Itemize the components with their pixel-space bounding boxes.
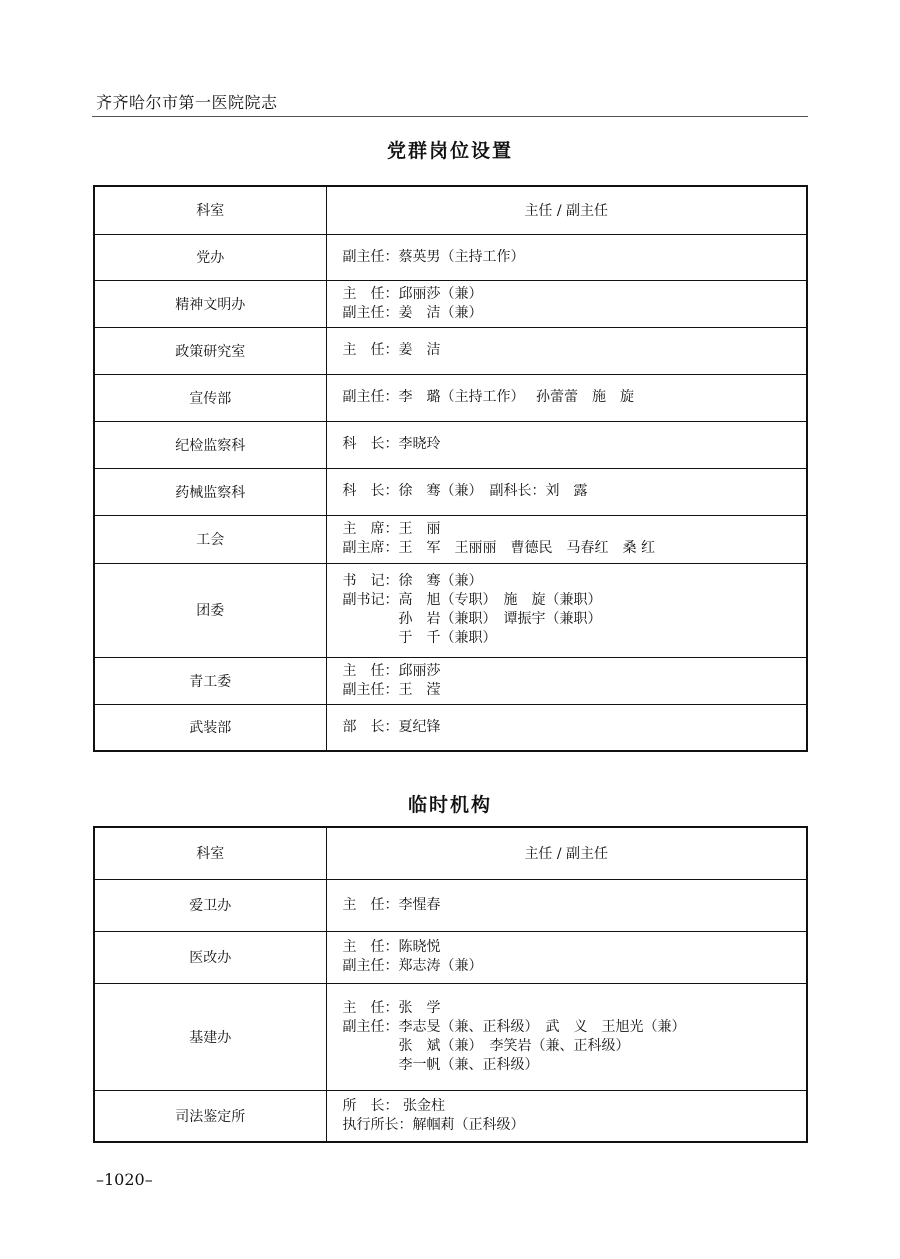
running-head: 齐齐哈尔市第一医院院志 bbox=[96, 93, 278, 112]
staff-cell bbox=[326, 280, 807, 327]
department-name: 青工委 bbox=[94, 657, 326, 704]
staff-cell bbox=[326, 983, 807, 1090]
staff-line: 副主任：姜 洁（兼） bbox=[342, 304, 483, 321]
staff-cell bbox=[326, 1090, 807, 1142]
staff-line: 副主任：蔡英男（主持工作） bbox=[342, 248, 525, 265]
department-name: 政策研究室 bbox=[94, 327, 326, 374]
department-name: 药械监察科 bbox=[94, 468, 326, 515]
staff-line: 科 长：李晓玲 bbox=[342, 436, 441, 452]
section-title-temporary: 临时机构 bbox=[407, 794, 492, 816]
table-row bbox=[94, 983, 807, 1090]
table-row bbox=[94, 280, 807, 327]
staff-line: 副书记：高 旭（专职） 施 旋（兼职） bbox=[342, 592, 602, 608]
department-name: 基建办 bbox=[94, 983, 326, 1090]
temporary-bodies-table bbox=[93, 826, 808, 1143]
staff-cell bbox=[326, 704, 807, 751]
staff-line: 主 任：邱丽莎 bbox=[342, 662, 441, 679]
staff-cell bbox=[326, 468, 807, 515]
staff-cell bbox=[326, 879, 807, 931]
page-number: –1020– bbox=[96, 1170, 153, 1189]
staff-cell bbox=[326, 234, 807, 280]
staff-line: 副主席：王 军 王丽丽 曹德民 马春红 桑 红 bbox=[342, 540, 655, 556]
staff-line: 主 任：姜 洁 bbox=[342, 342, 441, 358]
staff-line: 李一帆（兼、正科级） bbox=[342, 1056, 539, 1073]
column-header-staff: 主任 / 副主任 bbox=[326, 827, 807, 879]
section-title-party: 党群岗位设置 bbox=[386, 140, 513, 162]
column-header-dept: 科室 bbox=[94, 186, 326, 234]
table-row bbox=[94, 563, 807, 657]
staff-cell bbox=[326, 327, 807, 374]
staff-line: 副主任：李 璐（主持工作） 孙蕾蕾 施 旋 bbox=[342, 389, 634, 405]
table-header-row bbox=[94, 186, 807, 234]
department-name: 医改办 bbox=[94, 931, 326, 983]
column-header-dept: 科室 bbox=[94, 827, 326, 879]
department-name: 精神文明办 bbox=[94, 280, 326, 327]
column-header-staff: 主任 / 副主任 bbox=[326, 186, 807, 234]
department-name: 司法鉴定所 bbox=[94, 1090, 326, 1142]
table-row bbox=[94, 234, 807, 280]
staff-line: 主 任：李惺春 bbox=[342, 896, 441, 913]
staff-line: 执行所长：解帼莉（正科级） bbox=[342, 1116, 525, 1133]
header-rule bbox=[92, 116, 808, 117]
staff-line: 主 任：张 学 bbox=[342, 999, 441, 1016]
table-row bbox=[94, 374, 807, 421]
staff-line: 张 斌（兼） 李笑岩（兼、正科级） bbox=[342, 1037, 630, 1054]
table-row bbox=[94, 468, 807, 515]
department-name: 爱卫办 bbox=[94, 879, 326, 931]
staff-line: 副主任：李志旻（兼、正科级） 武 义 王旭光（兼） bbox=[342, 1018, 686, 1035]
staff-line: 所 长： 张金柱 bbox=[342, 1097, 445, 1114]
table-row bbox=[94, 327, 807, 374]
staff-cell bbox=[326, 657, 807, 704]
staff-cell bbox=[326, 374, 807, 421]
staff-cell bbox=[326, 515, 807, 563]
department-name: 党办 bbox=[94, 234, 326, 280]
staff-line: 主 任：陈晓悦 bbox=[342, 939, 441, 955]
staff-line: 孙 岩（兼职） 谭振宇（兼职） bbox=[342, 611, 602, 627]
department-name: 宣传部 bbox=[94, 374, 326, 421]
table-row bbox=[94, 879, 807, 931]
staff-cell bbox=[326, 563, 807, 657]
staff-line: 于 千（兼职） bbox=[342, 630, 497, 646]
table-row bbox=[94, 515, 807, 563]
party-positions-table bbox=[93, 185, 808, 752]
table-row bbox=[94, 931, 807, 983]
staff-cell bbox=[326, 931, 807, 983]
table-row bbox=[94, 657, 807, 704]
staff-cell bbox=[326, 421, 807, 468]
staff-line: 主 任：邱丽莎（兼） bbox=[342, 285, 483, 302]
department-name: 纪检监察科 bbox=[94, 421, 326, 468]
department-name: 武装部 bbox=[94, 704, 326, 751]
table-row bbox=[94, 421, 807, 468]
staff-line: 书 记：徐 骞（兼） bbox=[342, 573, 483, 589]
table-row bbox=[94, 704, 807, 751]
department-name: 团委 bbox=[94, 563, 326, 657]
department-name: 工会 bbox=[94, 515, 326, 563]
staff-line: 部 长：夏纪锋 bbox=[342, 718, 441, 735]
table-row bbox=[94, 1090, 807, 1142]
table-header-row bbox=[94, 827, 807, 879]
staff-line: 副主任：王 滢 bbox=[342, 681, 441, 698]
staff-line: 副主任：郑志涛（兼） bbox=[342, 958, 483, 974]
staff-line: 科 长：徐 骞（兼） 副科长：刘 露 bbox=[342, 483, 588, 499]
staff-line: 主 席：王 丽 bbox=[342, 521, 441, 537]
